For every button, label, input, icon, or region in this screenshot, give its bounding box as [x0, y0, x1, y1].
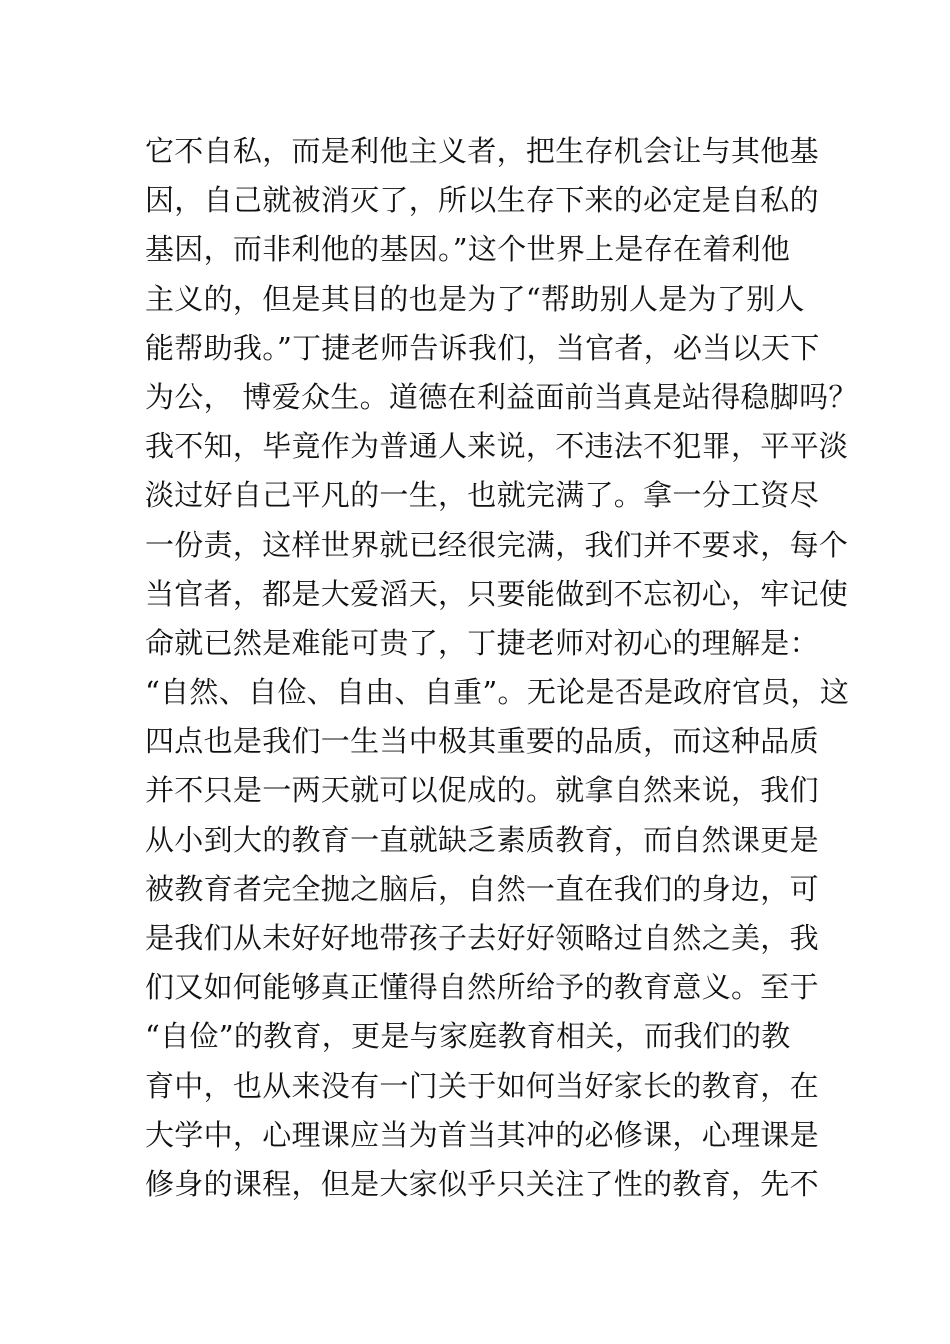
text-line-19: “自俭”的教育，更是与家庭教育相关，而我们的教	[145, 1019, 791, 1054]
text-line-14: 并不只是一两天就可以促成的。就拿自然来说，我们	[145, 773, 819, 808]
body-paragraph	[145, 127, 858, 1209]
text-line-4: 主义的，但是其目的也是为了“帮助别人是为了别人	[145, 281, 805, 316]
text-line-1: 它不自私，而是利他主义者，把生存机会让与其他基	[145, 134, 819, 168]
text-line-11: 命就已然是难能可贵了，丁捷老师对初心的理解是：	[145, 625, 819, 660]
text-line-3: 基因，而非利他的基因。”这个世界上是存在着利他	[145, 232, 791, 267]
text-line-12: “自然、自俭、自由、自重”。无论是否是政府官员，这	[145, 675, 850, 710]
text-line-2: 因，自己就被消灭了，所以生存下来的必定是自私的	[145, 183, 819, 218]
text-line-13: 四点也是我们一生当中极其重要的品质，而这种品质	[145, 724, 819, 759]
text-line-18: 们又如何能够真正懂得自然所给予的教育意义。至于	[145, 970, 819, 1005]
text-line-16: 被教育者完全抛之脑后，自然一直在我们的身边，可	[145, 871, 819, 906]
text-line-17: 是我们从未好好地带孩子去好好领略过自然之美，我	[145, 921, 819, 955]
text-line-9: 一份责，这样世界就已经很完满，我们并不要求，每个	[145, 527, 849, 562]
text-line-8: 淡过好自己平凡的一生，也就完满了。拿一分工资尽	[145, 478, 819, 513]
text-line-20: 育中，也从来没有一门关于如何当好家长的教育，在	[145, 1068, 819, 1103]
text-line-7: 我不知，毕竟作为普通人来说，不违法不犯罪，平平淡	[145, 429, 849, 464]
text-line-5: 能帮助我。”丁捷老师告诉我们，当官者，必当以天下	[145, 330, 820, 365]
text-line-6: 为公， 博爱众生。道德在利益面前当真是站得稳脚吗？	[145, 379, 858, 414]
text-line-22: 修身的课程，但是大家似乎只关注了性的教育，先不	[145, 1166, 819, 1201]
text-line-10: 当官者，都是大爱滔天，只要能做到不忘初心，牢记使	[145, 576, 849, 611]
text-line-21: 大学中，心理课应当为首当其冲的必修课，心理课是	[145, 1117, 819, 1152]
text-line-15: 从小到大的教育一直就缺乏素质教育，而自然课更是	[145, 822, 819, 857]
